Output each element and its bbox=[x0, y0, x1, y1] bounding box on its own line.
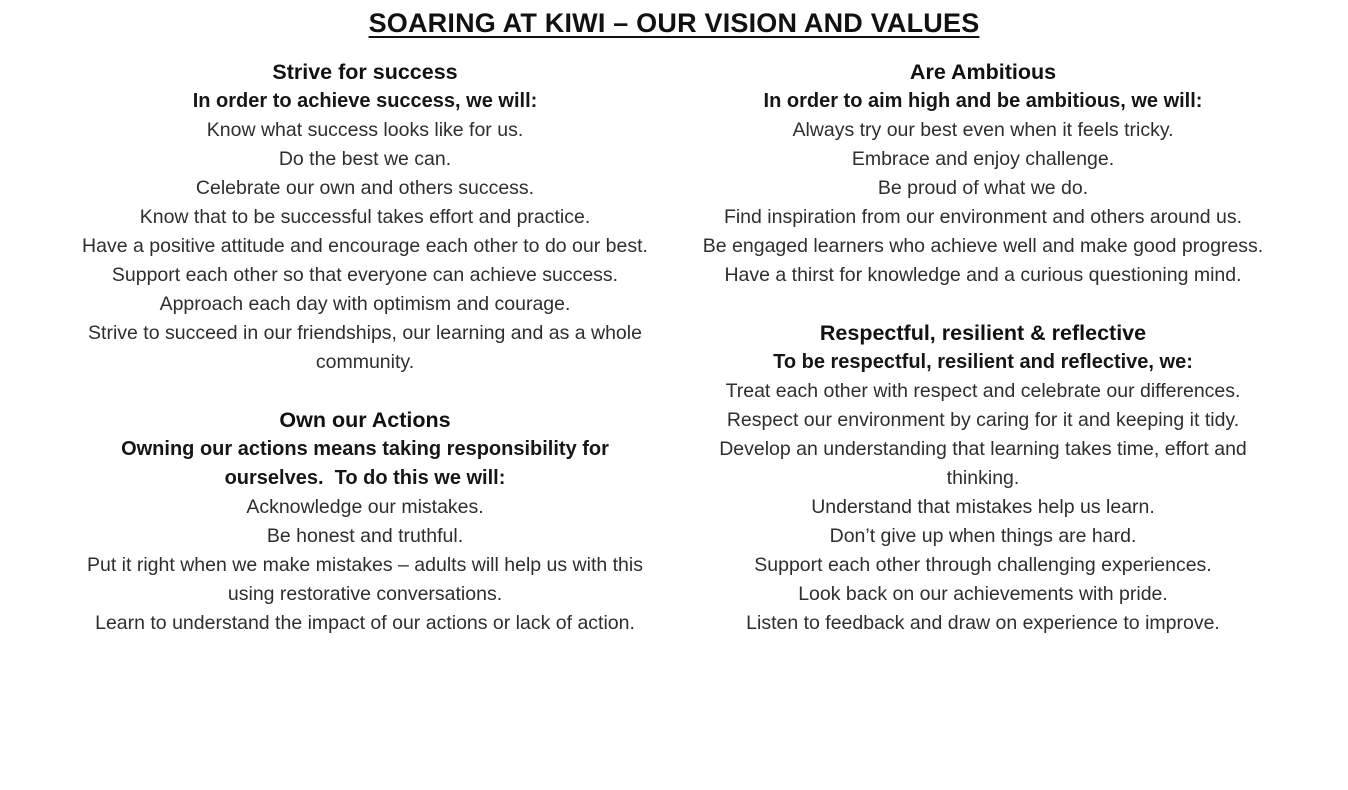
page-title: SOARING AT KIWI – OUR VISION AND VALUES bbox=[368, 8, 980, 38]
value-line: Learn to understand the impact of our actions or lack of action. bbox=[95, 612, 635, 634]
value-line: Know that to be successful takes effort and practice. bbox=[139, 206, 591, 228]
value-line: Have a positive attitude and encourage each other to do our best. bbox=[82, 235, 648, 257]
values-section bbox=[696, 58, 1270, 290]
value-line: Know what success looks like for us. bbox=[206, 119, 524, 141]
value-line: Find inspiration from our environment and others around us. bbox=[723, 206, 1243, 228]
column-left bbox=[56, 58, 674, 667]
section-subheading: In order to achieve success, we will: bbox=[192, 90, 538, 112]
section-subheading: To be respectful, resilient and reflective, we: bbox=[773, 351, 1193, 373]
value-line: Approach each day with optimism and courage. bbox=[159, 293, 571, 315]
value-line: Respect our environment by caring for it and keeping it tidy. bbox=[726, 409, 1240, 431]
value-line: Embrace and enjoy challenge. bbox=[851, 148, 1115, 170]
section-subheading: In order to aim high and be ambitious, we will: bbox=[763, 90, 1203, 112]
value-line: Support each other through challenging experiences. bbox=[754, 554, 1212, 576]
section-heading: Strive for success bbox=[272, 60, 458, 84]
section-heading: Are Ambitious bbox=[909, 60, 1057, 84]
value-line: Understand that mistakes help us learn. bbox=[811, 496, 1155, 518]
value-line: Support each other so that everyone can achieve success. bbox=[111, 264, 619, 286]
columns-container bbox=[0, 58, 1348, 667]
values-section bbox=[696, 319, 1270, 638]
value-line: Acknowledge our mistakes. bbox=[246, 496, 484, 518]
value-line: Treat each other with respect and celebrate our differences. bbox=[725, 380, 1241, 402]
section-subheading: Owning our actions means taking responsibility for ourselves. To do this we will: bbox=[121, 438, 615, 489]
column-right bbox=[674, 58, 1292, 667]
value-line: Look back on our achievements with pride. bbox=[798, 583, 1168, 605]
value-line: Be engaged learners who achieve well and make good progress. bbox=[702, 235, 1264, 257]
value-line: Be honest and truthful. bbox=[266, 525, 464, 547]
section-heading: Own our Actions bbox=[279, 408, 451, 432]
value-line: Listen to feedback and draw on experience to improve. bbox=[746, 612, 1220, 634]
value-line: Always try our best even when it feels tricky. bbox=[792, 119, 1174, 141]
value-line: Don’t give up when things are hard. bbox=[829, 525, 1137, 547]
value-line: Strive to succeed in our friendships, our learning and as a whole community. bbox=[88, 322, 648, 373]
value-line: Have a thirst for knowledge and a curious questioning mind. bbox=[724, 264, 1242, 286]
value-line: Celebrate our own and others success. bbox=[195, 177, 535, 199]
value-line: Be proud of what we do. bbox=[877, 177, 1089, 199]
value-line: Develop an understanding that learning takes time, effort and thinking. bbox=[719, 438, 1253, 489]
section-heading: Respectful, resilient & reflective bbox=[819, 321, 1147, 345]
values-section bbox=[78, 58, 652, 377]
value-line: Put it right when we make mistakes – adults will help us with this using restorative conversations. bbox=[87, 554, 649, 605]
values-section bbox=[78, 406, 652, 638]
value-line: Do the best we can. bbox=[278, 148, 452, 170]
